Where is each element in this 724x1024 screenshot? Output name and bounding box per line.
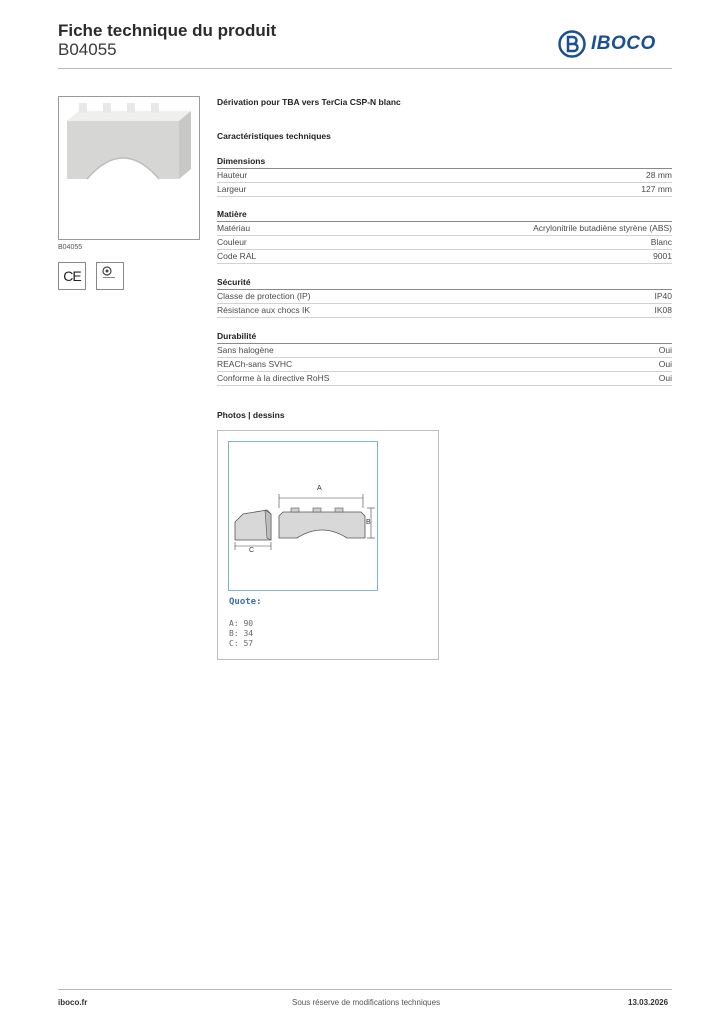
technical-drawing — [217, 430, 439, 660]
spec-label: Résistance aux chocs IK — [217, 305, 311, 315]
section-dimensions — [217, 155, 672, 197]
spec-label: Couleur — [217, 237, 247, 247]
product-photo — [58, 96, 200, 240]
spec-value: IP40 — [654, 291, 672, 301]
section-title: Durabilité — [217, 330, 672, 344]
iboco-logo-icon — [558, 30, 586, 58]
logo-wordmark: IBOCO — [591, 33, 656, 54]
spec-value: Blanc — [650, 237, 672, 247]
spec-row — [217, 290, 672, 304]
dimension-label-b: B — [366, 519, 371, 526]
spec-value: 9001 — [653, 251, 672, 261]
brand-logo — [558, 28, 674, 60]
spec-value: Oui — [658, 359, 672, 369]
specs-heading: Caractéristiques techniques — [217, 131, 331, 141]
section-title: Matière — [217, 208, 672, 222]
spec-row — [217, 304, 672, 318]
spec-row — [217, 250, 672, 264]
spec-row — [217, 372, 672, 386]
spec-value: Oui — [658, 345, 672, 355]
spec-label: Conforme à la directive RoHS — [217, 373, 330, 383]
quote-line: B: 34 — [229, 629, 254, 638]
photos-heading: Photos | dessins — [217, 410, 285, 420]
dimension-label-a: A — [317, 485, 322, 492]
section-matiere — [217, 208, 672, 264]
spec-row — [217, 183, 672, 197]
spec-label: Code RAL — [217, 251, 257, 261]
spec-label: Largeur — [217, 184, 247, 194]
spec-value: 127 mm — [641, 184, 672, 194]
spec-row — [217, 358, 672, 372]
footer-site-link[interactable]: iboco.fr — [58, 998, 88, 1007]
photo-caption: B04055 — [58, 244, 83, 251]
footer-date: 13.03.2026 — [628, 998, 669, 1007]
spec-label: Sans halogène — [217, 345, 274, 355]
spec-label: Matériau — [217, 223, 251, 233]
dimension-label-c: C — [249, 547, 255, 554]
product-name: Dérivation pour TBA vers TerCia CSP-N blanc — [217, 97, 401, 107]
page-title: Fiche technique du produit — [58, 21, 277, 40]
section-durabilite — [217, 330, 672, 386]
quote-line: A: 90 — [229, 619, 254, 628]
spec-row — [217, 222, 672, 236]
product-code: B04055 — [58, 40, 117, 59]
spec-label: REACh-sans SVHC — [217, 359, 293, 369]
section-title: Dimensions — [217, 155, 672, 169]
ce-mark-icon: CE — [58, 262, 86, 290]
footer-notice: Sous réserve de modifications techniques — [292, 998, 441, 1007]
spec-value: 28 mm — [646, 170, 672, 180]
spec-row — [217, 236, 672, 250]
spec-label: Classe de protection (IP) — [217, 291, 311, 301]
section-title: Sécurité — [217, 276, 672, 290]
spec-value: Acrylonitrile butadiène styrène (ABS) — [533, 223, 672, 233]
spec-value: Oui — [658, 373, 672, 383]
spec-row — [217, 169, 672, 183]
spec-row — [217, 344, 672, 358]
spec-label: Hauteur — [217, 170, 248, 180]
section-securite — [217, 276, 672, 318]
header-divider — [58, 68, 672, 69]
drawing-viewport — [228, 441, 378, 591]
spec-value: IK08 — [654, 305, 672, 315]
certification-icon — [96, 262, 124, 290]
quote-title: Quote: — [229, 597, 262, 607]
quote-line: C: 57 — [229, 639, 254, 648]
footer-divider — [58, 989, 672, 990]
